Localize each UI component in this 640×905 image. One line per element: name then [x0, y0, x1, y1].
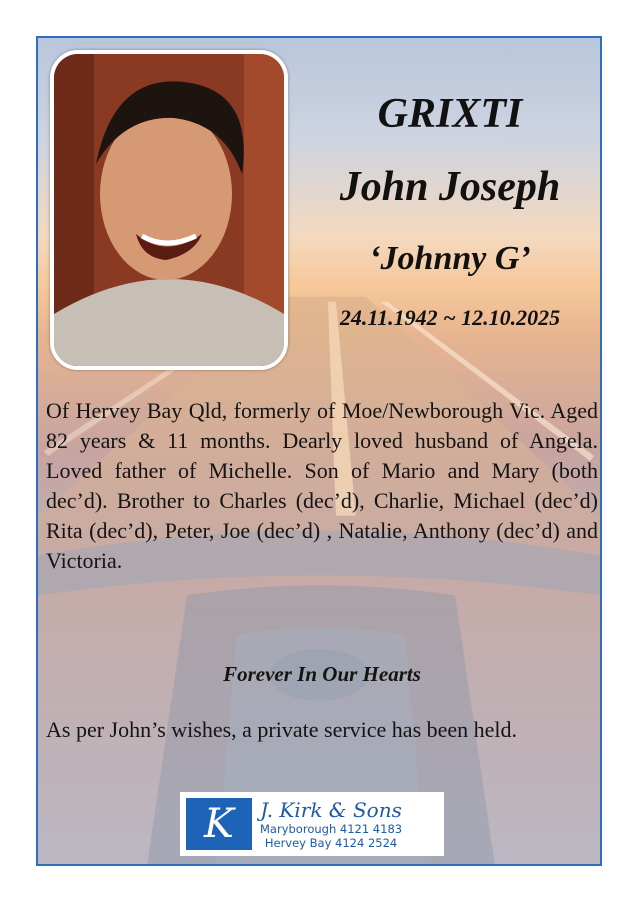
funeral-director-details [260, 798, 402, 850]
notice-body-text: Of Hervey Bay Qld, formerly of Moe/Newborough Vic. Aged 82 years & 11 months. Dearly loved husband of Angela. Loved father of Michelle. Son of Mario and Mary (both dec’d). Brother to Charles (dec’d), Charlie, Michael (dec’d) Rita (dec’d), Peter, Joe (dec’d) , Natalie, Anthony (dec’d) and Victoria. [46, 398, 598, 573]
phone-hervey-bay: Hervey Bay 4124 2524 [264, 836, 398, 850]
phone-maryborough: Maryborough 4121 4183 [260, 822, 403, 836]
nickname-heading: ‘Johnny G’ [369, 240, 531, 277]
tagline: Forever In Our Hearts [223, 662, 421, 686]
monogram-letter: K [204, 801, 234, 847]
funeral-director-name: J. Kirk & Sons [260, 798, 402, 822]
closing-text: As per John’s wishes, a private service has been held. [46, 717, 518, 742]
notice-frame [36, 36, 602, 866]
life-dates: 24.11.1942 ~ 12.10.2025 [339, 305, 561, 330]
monogram-icon [186, 798, 252, 850]
given-names-heading: John Joseph [339, 164, 561, 210]
portrait-photo [50, 50, 288, 370]
funeral-director-logo [180, 792, 444, 856]
surname-heading: GRIXTI [377, 91, 523, 137]
